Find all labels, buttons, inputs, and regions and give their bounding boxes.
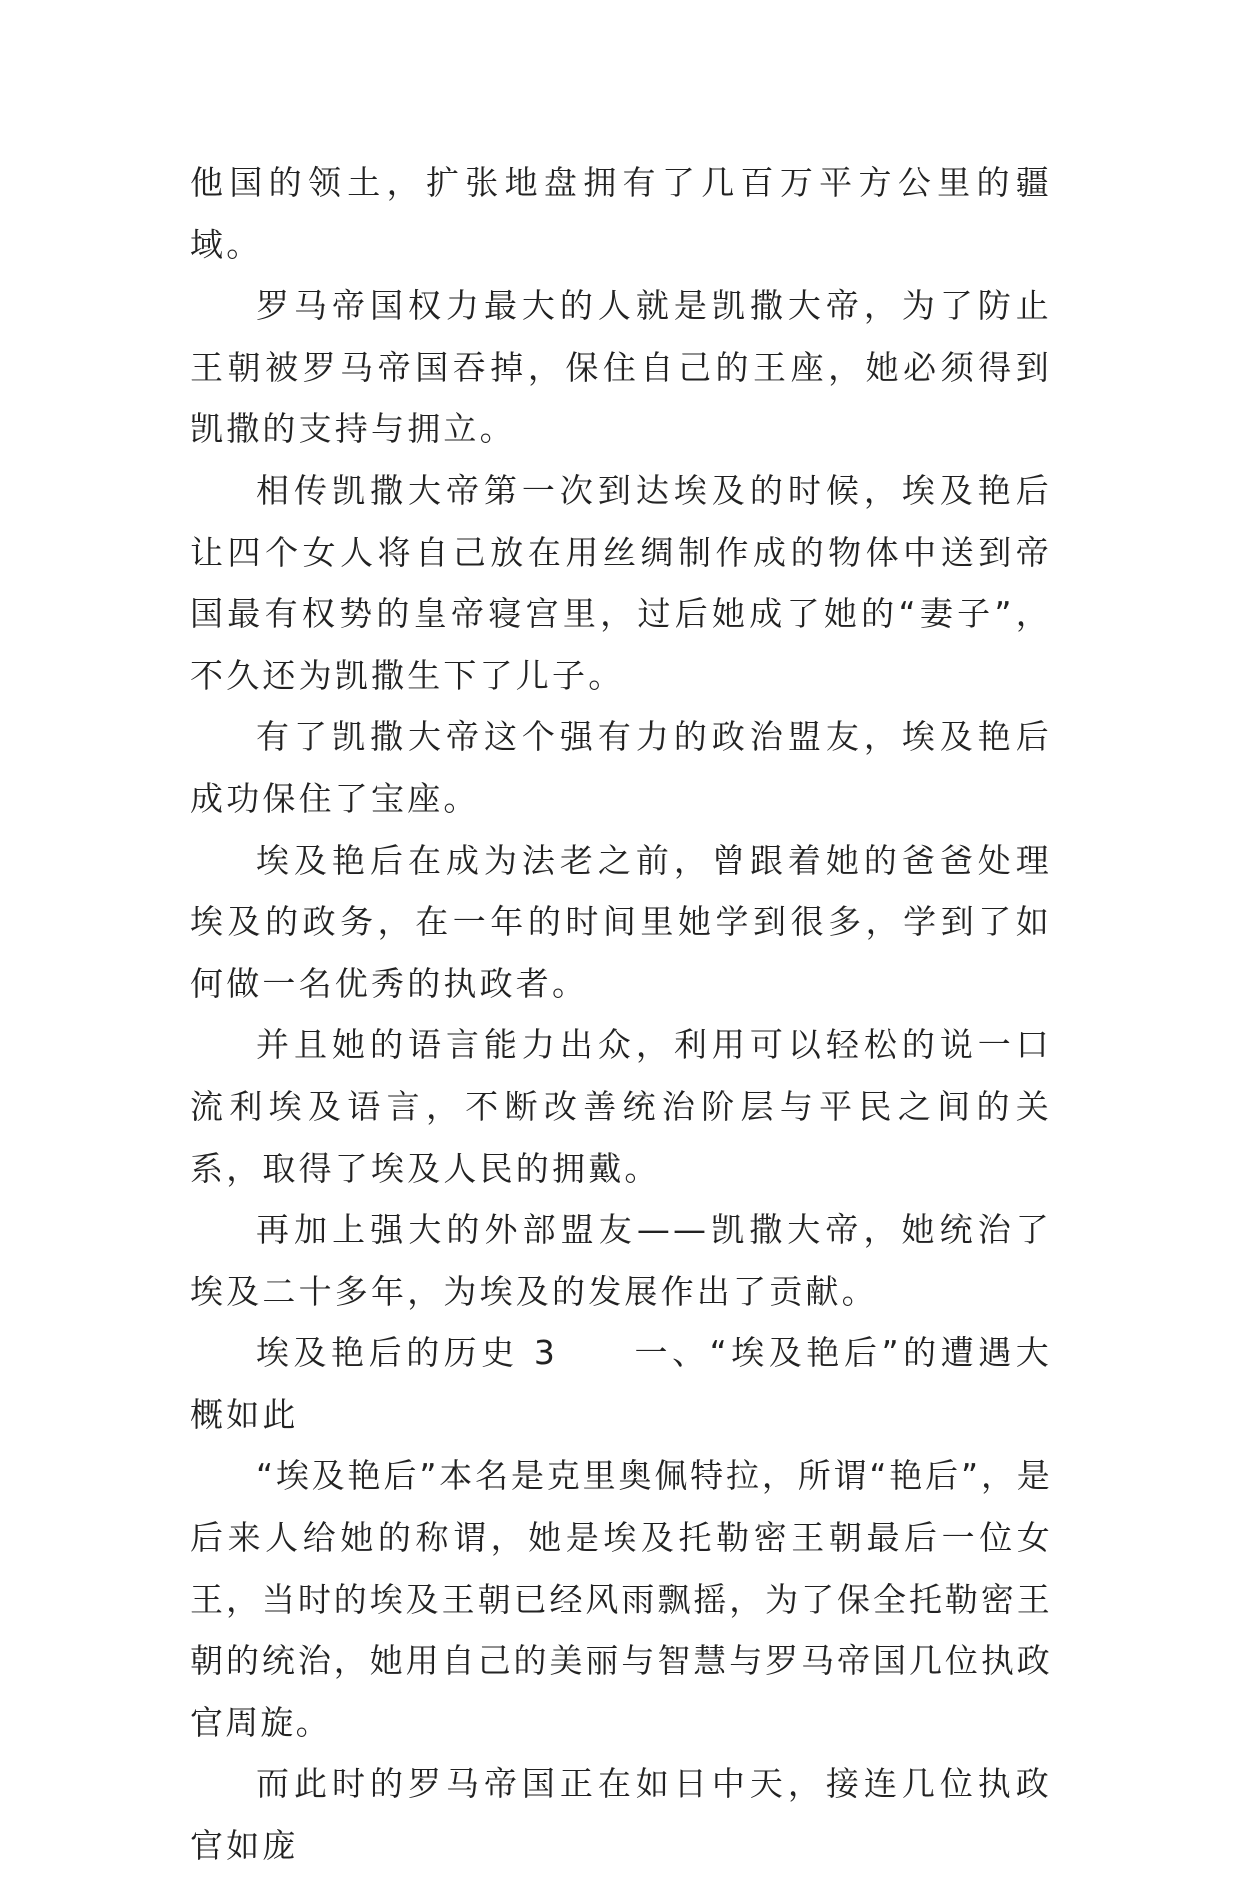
paragraph: 罗马帝国权力最大的人就是凯撒大帝，为了防止王朝被罗马帝国吞掉，保住自己的王座，她必须得到凯撒的支持与拥立。 [190,286,1052,449]
paragraph-continued: 他国的领土，扩张地盘拥有了几百万平方公里的疆域。 [190,163,1052,264]
paragraph: 有了凯撒大帝这个强有力的政治盟友，埃及艳后成功保住了宝座。 [190,717,1052,818]
section-heading-paragraph: 埃及艳后的历史 3 一、“埃及艳后”的遭遇大概如此 [190,1333,1052,1434]
paragraph: 而此时的罗马帝国正在如日中天，接连几位执政官如庞 [190,1764,1052,1866]
paragraph: 并且她的语言能力出众，利用可以轻松的说一口流利埃及语言，不断改善统治阶层与平民之间的关系，取得了埃及人民的拥戴。 [190,1025,1052,1188]
paragraph: 埃及艳后在成为法老之前，曾跟着她的爸爸处理埃及的政务，在一年的时间里她学到很多，学到了如何做一名优秀的执政者。 [190,840,1052,1003]
body-text [190,152,1052,1877]
paragraph: 再加上强大的外部盟友——凯撒大帝，她统治了埃及二十多年，为埃及的发展作出了贡献。 [190,1210,1052,1311]
paragraph: “埃及艳后”本名是克里奥佩特拉，所谓“艳后”，是后来人给她的称谓，她是埃及托勒密王朝最后一位女王，当时的埃及王朝已经风雨飘摇，为了保全托勒密王朝的统治，她用自己的美丽与智慧与罗马帝国几位执政官周旋。 [190,1456,1052,1742]
paragraph: 相传凯撒大帝第一次到达埃及的时候，埃及艳后让四个女人将自己放在用丝绸制作成的物体中送到帝国最有权势的皇帝寝宫里，过后她成了她的“妻子”，不久还为凯撒生下了儿子。 [190,470,1052,695]
